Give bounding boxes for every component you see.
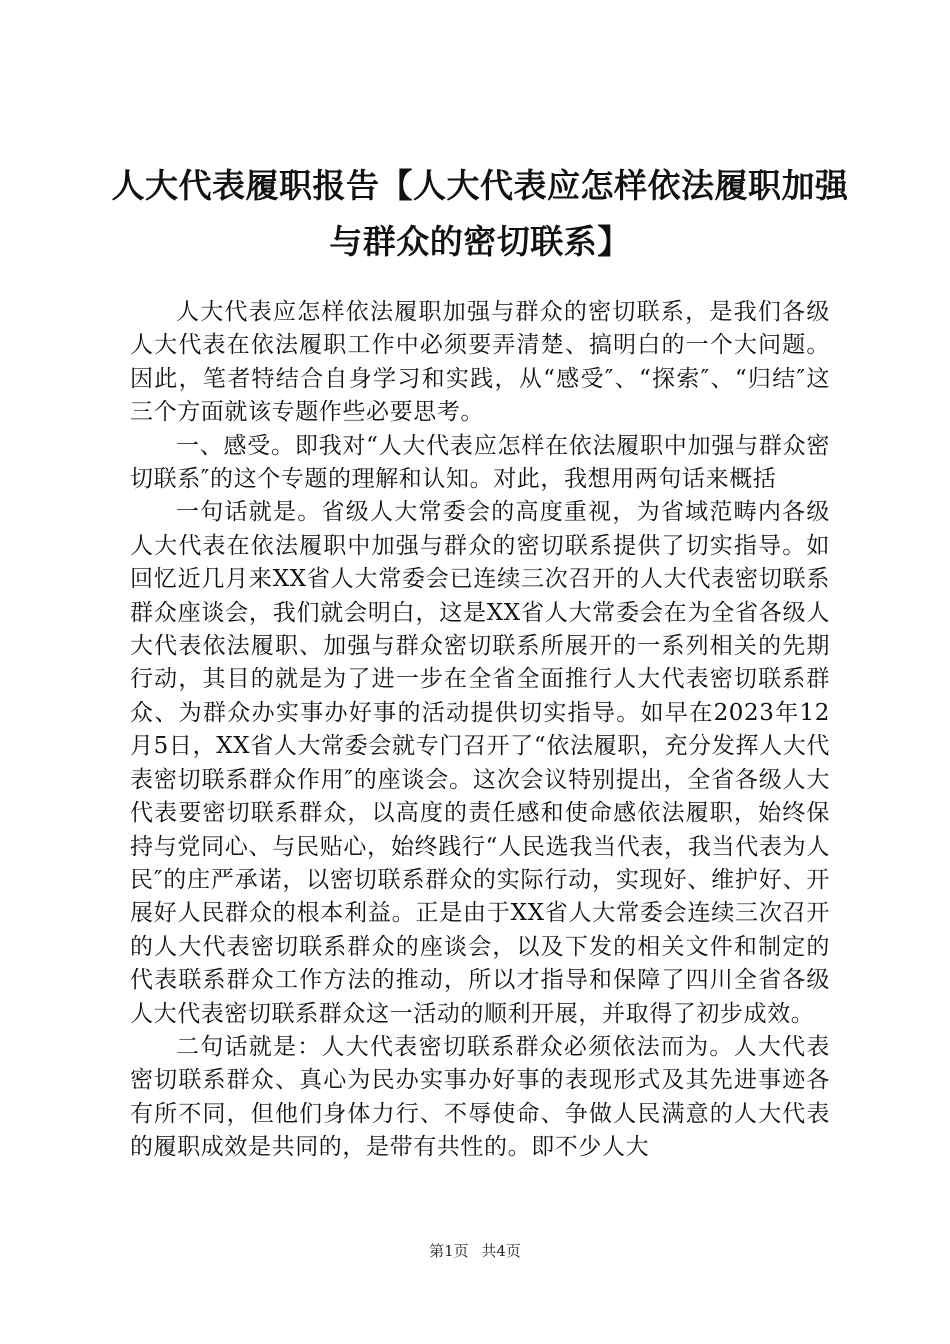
paragraph-second-point: 二句话就是：人大代表密切联系群众必须依法而为。人大代表密切联系群众、真心为民办实事办好事的表现形式及其先进事迹各有所不同，但他们身体力行、不辱使命、争做人民满意的人大代表的履职成效是共同的，是带有共性的。即不少人大 — [130, 1033, 830, 1161]
paragraph-first-point: 一句话就是。省级人大常委会的高度重视，为省域范畴内各级人大代表在依法履职中加强与群众的密切联系提供了切实指导。如回忆近几月来XX省人大常委会已连续三次召开的人大代表密切联系群众座谈会，我们就会明白，这是XX省人大常委会在为全省各级人大代表依法履职、加强与群众密切联系所展开的一系列相关的先期行动，其目的就是为了进一步在全省全面推行人大代表密切联系群众、为群众办实事办好事的活动提供切实指导。如早在2023年12月5日，XX省人大常委会就专门召开了“依法履职，充分发挥人大代表密切联系群众作用″的座谈会。这次会议特别提出，全省各级人大代表要密切联系群众，以高度的责任感和使命感依法履职，始终保持与党同心、与民贴心，始终践行“人民选我当代表，我当代表为人民″的庄严承诺，以密切联系群众的实际行动，实现好、维护好、开展好人民群众的根本利益。正是由于XX省人大常委会连续三次召开的人大代表密切联系群众的座谈会，以及下发的相关文件和制定的代表联系群众工作方法的推动，所以才指导和保障了四川全省各级人大代表密切联系群众这一活动的顺利开展，并取得了初步成效。 — [130, 499, 830, 1027]
paragraph-section-one: 一、感受。即我对“人大代表应怎样在依法履职中加强与群众密切联系″的这个专题的理解和认知。对此，我想用两句话来概括 — [130, 432, 830, 493]
page-number: 第1页 — [429, 1242, 469, 1260]
document-body — [130, 296, 830, 1165]
document-title: 人大代表履职报告【人大代表应怎样依法履职加强与群众的密切联系】 — [111, 166, 849, 261]
page-footer — [0, 1240, 950, 1261]
page-total: 共4页 — [481, 1242, 521, 1260]
paragraph-intro: 人大代表应怎样依法履职加强与群众的密切联系，是我们各级人大代表在依法履职工作中必须要弄清楚、搞明白的一个大问题。因此，笔者特结合自身学习和实践，从“感受″、“探索″、“归结″这三个方面就该专题作些必要思考。 — [130, 299, 830, 426]
